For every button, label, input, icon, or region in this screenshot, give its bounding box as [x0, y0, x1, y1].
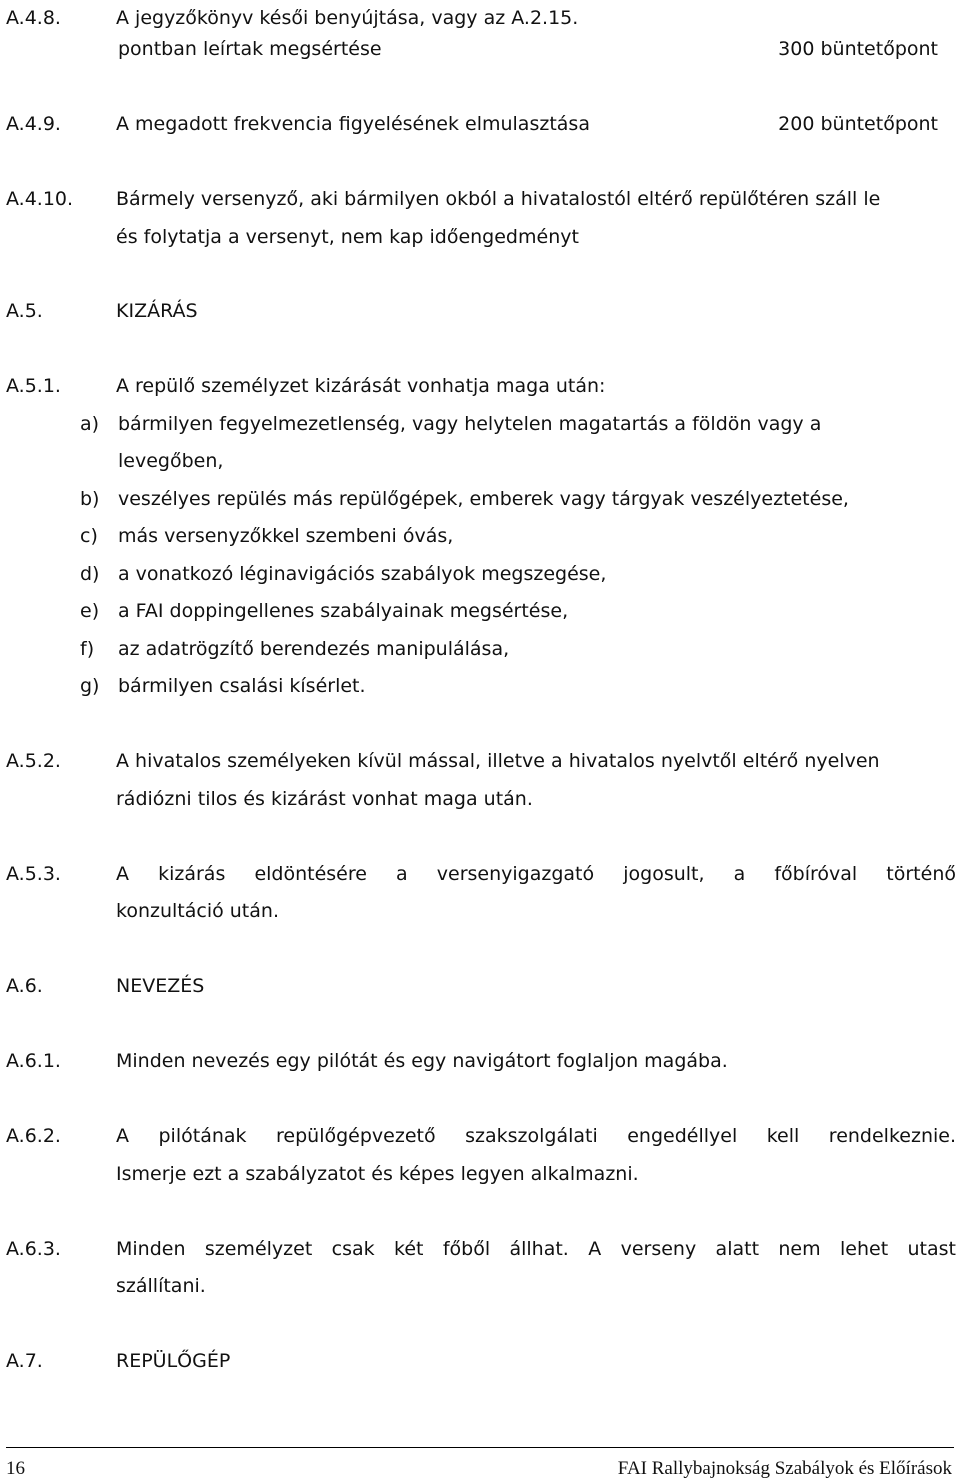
section-number: A.6.3.	[6, 1238, 61, 1260]
paragraph-text: és folytatja a versenyt, nem kap időengedményt	[116, 226, 579, 248]
footer-document-title: FAI Rallybajnokság Szabályok és Előírások	[617, 1458, 952, 1479]
section-number: A.4.9.	[6, 113, 61, 135]
paragraph-text: konzultáció után.	[116, 900, 279, 922]
paragraph-text: Bármely versenyző, aki bármilyen okból a hivatalostól eltérő repülőtéren száll le	[116, 188, 881, 210]
list-text: levegőben,	[118, 450, 224, 472]
paragraph-text: Minden személyzet csak két főből állhat. A verseny alatt nem lehet utast	[116, 1238, 956, 1260]
paragraph-text: A jegyzőkönyv késői benyújtása, vagy az A.2.15.	[116, 7, 579, 29]
section-number: A.6.	[6, 975, 43, 997]
list-letter: g)	[80, 675, 100, 697]
list-text: a FAI doppingellenes szabályainak megsértése,	[118, 600, 569, 622]
footer-divider	[6, 1447, 954, 1448]
paragraph-text: A kizárás eldöntésére a versenyigazgató jogosult, a főbíróval történő	[116, 863, 956, 885]
list-text: veszélyes repülés más repülőgépek, emberek vagy tárgyak veszélyeztetése,	[118, 488, 849, 510]
section-number: A.5.2.	[6, 750, 61, 772]
section-number: A.7.	[6, 1350, 43, 1372]
list-text: a vonatkozó léginavigációs szabályok megszegése,	[118, 563, 607, 585]
section-number: A.6.2.	[6, 1125, 61, 1147]
section-number: A.5.3.	[6, 863, 61, 885]
paragraph-text: A pilótának repülőgépvezető szakszolgálati engedéllyel kell rendelkeznie.	[116, 1125, 956, 1147]
paragraph-text: Minden nevezés egy pilótát és egy navigátort foglaljon magába.	[116, 1050, 728, 1072]
list-letter: f)	[80, 638, 95, 660]
paragraph-text: A hivatalos személyeken kívül mással, illetve a hivatalos nyelvtől eltérő nyelven	[116, 750, 880, 772]
list-letter: c)	[80, 525, 98, 547]
list-text: más versenyzőkkel szembeni óvás,	[118, 525, 454, 547]
list-letter: d)	[80, 563, 100, 585]
list-text: az adatrögzítő berendezés manipulálása,	[118, 638, 510, 660]
section-heading: NEVEZÉS	[116, 975, 205, 997]
paragraph-text: rádiózni tilos és kizárást vonhat maga után.	[116, 788, 533, 810]
list-text: bármilyen csalási kísérlet.	[118, 675, 366, 697]
section-heading: KIZÁRÁS	[116, 300, 198, 322]
paragraph-text: Ismerje ezt a szabályzatot és képes legyen alkalmazni.	[116, 1163, 639, 1185]
paragraph-text: A repülő személyzet kizárását vonhatja maga után:	[116, 375, 606, 397]
paragraph-text: A megadott frekvencia figyelésének elmulasztása	[116, 113, 590, 135]
section-number: A.4.10.	[6, 188, 74, 210]
penalty-value: 200 büntetőpont	[778, 113, 938, 135]
section-heading: REPÜLŐGÉP	[116, 1350, 231, 1372]
list-text: bármilyen fegyelmezetlenség, vagy helytelen magatartás a földön vagy a	[118, 413, 822, 435]
section-number: A.4.8.	[6, 7, 61, 29]
section-number: A.6.1.	[6, 1050, 61, 1072]
list-letter: b)	[80, 488, 100, 510]
list-letter: a)	[80, 413, 100, 435]
paragraph-text: szállítani.	[116, 1275, 206, 1297]
list-letter: e)	[80, 600, 100, 622]
paragraph-text: pontban leírtak megsértése	[118, 38, 382, 60]
penalty-value: 300 büntetőpont	[778, 38, 938, 60]
section-number: A.5.	[6, 300, 43, 322]
section-number: A.5.1.	[6, 375, 61, 397]
page-number: 16	[6, 1458, 25, 1479]
